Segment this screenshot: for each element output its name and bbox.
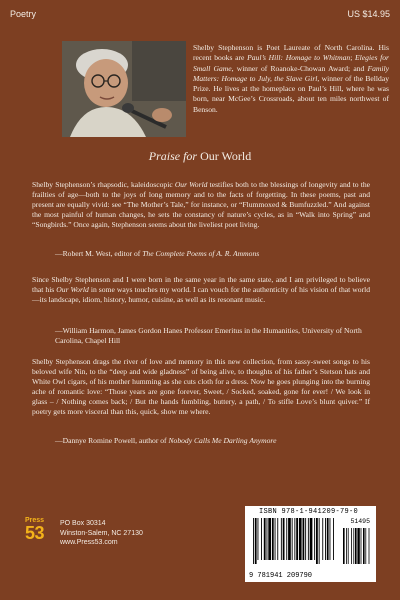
category-label: Poetry [10,9,37,19]
author-photo [62,41,186,137]
address-line-1: PO Box 30314 [60,520,106,527]
barcode-bar [267,518,268,560]
bio-text-1: Shelby Stephenson is Poet Laureate of North Carolina. His recent books are [193,43,389,63]
review-1-attribution-book: The Complete Poems of A. R. Ammons [142,249,260,258]
review-2-title: Our World [56,285,89,295]
review-1-title: Our World [174,180,208,189]
bio-book-1: Paul’s Hill: Homage to Whitman [247,53,351,63]
barcode-bar [283,518,285,560]
bio-book-3: Family Matters: Homage to July, the Slave Girl [193,63,389,83]
barcode-addon-bar [353,528,354,564]
bio-book-2: Elegies for Small Game [193,53,389,73]
barcode-bar [292,518,293,560]
barcode-addon-bar [346,528,347,564]
review-1 [32,180,370,230]
publisher-website: www.Press53.com [60,539,118,546]
review-3: Shelby Stephenson drags the river of love and memory in this new collection, from sassy-sweet songs to his beloved wife Nin, to the “deep and wide gladness” of being alive, to thoughts of his father’s Stetson hats and White Owl cigars, of his mother humming as she cuts cloth for a dress. Now he goes plunging into the burning ache of romantic love: “Those years are gone forever, Sweet, / Socked, soaked, gone for ever! / We look in glass – / Nothing comes back; / But the hands fumbling, buttery, a path, / To stifle Love’s blunt quiver.” If poetry gets more visceral than this, quick, show me where. [32,357,370,417]
praise-heading [0,149,400,164]
barcode-bar [308,518,309,560]
bio-separator: ; [350,53,356,63]
author-bio [193,43,389,115]
isbn-barcode [245,506,376,582]
barcode-addon-bar [369,528,370,564]
barcode-bar [286,518,287,560]
barcode-addon-bar [365,528,366,564]
isbn-label: ISBN 978-1-941209-79-0 [259,508,359,516]
ean-number: 9 781941 209790 [249,572,313,580]
barcode-addon-bar [357,528,359,564]
barcode-addon-number: 51495 [350,518,370,525]
barcode-bar [314,518,315,560]
review-2-text-a: Since Shelby Stephenson and I were born in the same year in the same state, and I am privileged to believe that his [32,275,370,295]
bio-text-3: , winner of the Bellday Prize. He lives at the homeplace on Paul’s Hill, where he was born, near McGee’s Crossroads, about ten miles northwest of Benson. [193,73,389,114]
praise-heading-title: Our World [200,149,252,163]
barcode-bar [333,518,334,560]
barcode-bar [303,518,305,560]
barcode-addon-bar [363,528,365,564]
review-1-attribution [55,249,370,259]
barcode-addon-bar [355,528,357,564]
barcode-bar [316,518,318,564]
barcode-bar [319,518,320,564]
barcode-bar [327,518,329,560]
barcode-addon-bar [348,528,349,564]
review-3-attribution-book: Nobody Calls Me Darling Anymore [168,436,277,445]
barcode-addon-bar [361,528,362,564]
address-line-2: Winston-Salem, NC 27130 [60,529,143,537]
review-2-text-b: in some ways touches my world. I can vouch for the authenticity of his vision of that world—its landscape, idiom, history, humor, cuisine, as well as its resonant music. [32,285,371,305]
barcode-bar [288,518,291,560]
barcode-bars [251,518,371,570]
review-1-text-a: Shelby Stephenson’s rhapsodic, kaleidoscopic [32,180,175,189]
barcode-bar [258,518,259,560]
review-1-attribution-text: —Robert M. West, editor of [55,249,143,258]
praise-heading-lead: Praise for [148,149,198,163]
barcode-bar [255,518,257,564]
barcode-bar [277,518,278,560]
barcode-bar [305,518,306,560]
barcode-bar [253,518,254,564]
logo-press-word: Press [25,517,45,524]
barcode-bar [294,518,295,560]
press53-logo [25,517,55,545]
barcode-bar [299,518,302,560]
barcode-bar [330,518,331,560]
price-label: US $14.95 [347,9,390,19]
author-photo-illustration [62,41,186,137]
bio-text-2: , winner of Roanoke-Chowan Award; and [231,63,368,73]
review-2-attribution: —William Harmon, James Gordon Hanes Professor Emeritus in the Humanities, University of North Carolina, Chapel Hill [55,326,362,346]
barcode-bar [264,518,266,560]
logo-number: 53 [25,523,45,543]
barcode-bar [275,518,276,560]
barcode-addon-bar [351,528,352,564]
barcode-bar [268,518,271,560]
review-2 [32,275,370,305]
barcode-bar [261,518,262,560]
review-1-text-b: testifies both to the blessings of longevity and to the frailties of age—both to the joys of long memory and to the facts of forgetting. In these poems, past and present are equally vivid: see “The Mother’s Tale,” for instance, or “Flummoxed & Bumfuzzled.” And against the most painful of human changes, he sets the constancy of nature’s cycles, as in “Walk into Spring” and “Songbirds.” Once again, Stephenson seems about the liveliest poet living. [32,180,370,230]
barcode-bar [272,518,274,560]
barcode-bar [281,518,282,560]
publisher-address [60,519,143,548]
barcode-bar [296,518,298,560]
review-3-attribution [55,436,370,446]
barcode-bar [325,518,326,560]
barcode-addon-bar [343,528,345,564]
barcode-bar [322,518,323,560]
review-3-attribution-text: —Dannye Romine Powell, author of [55,436,169,445]
barcode-bar [310,518,313,560]
